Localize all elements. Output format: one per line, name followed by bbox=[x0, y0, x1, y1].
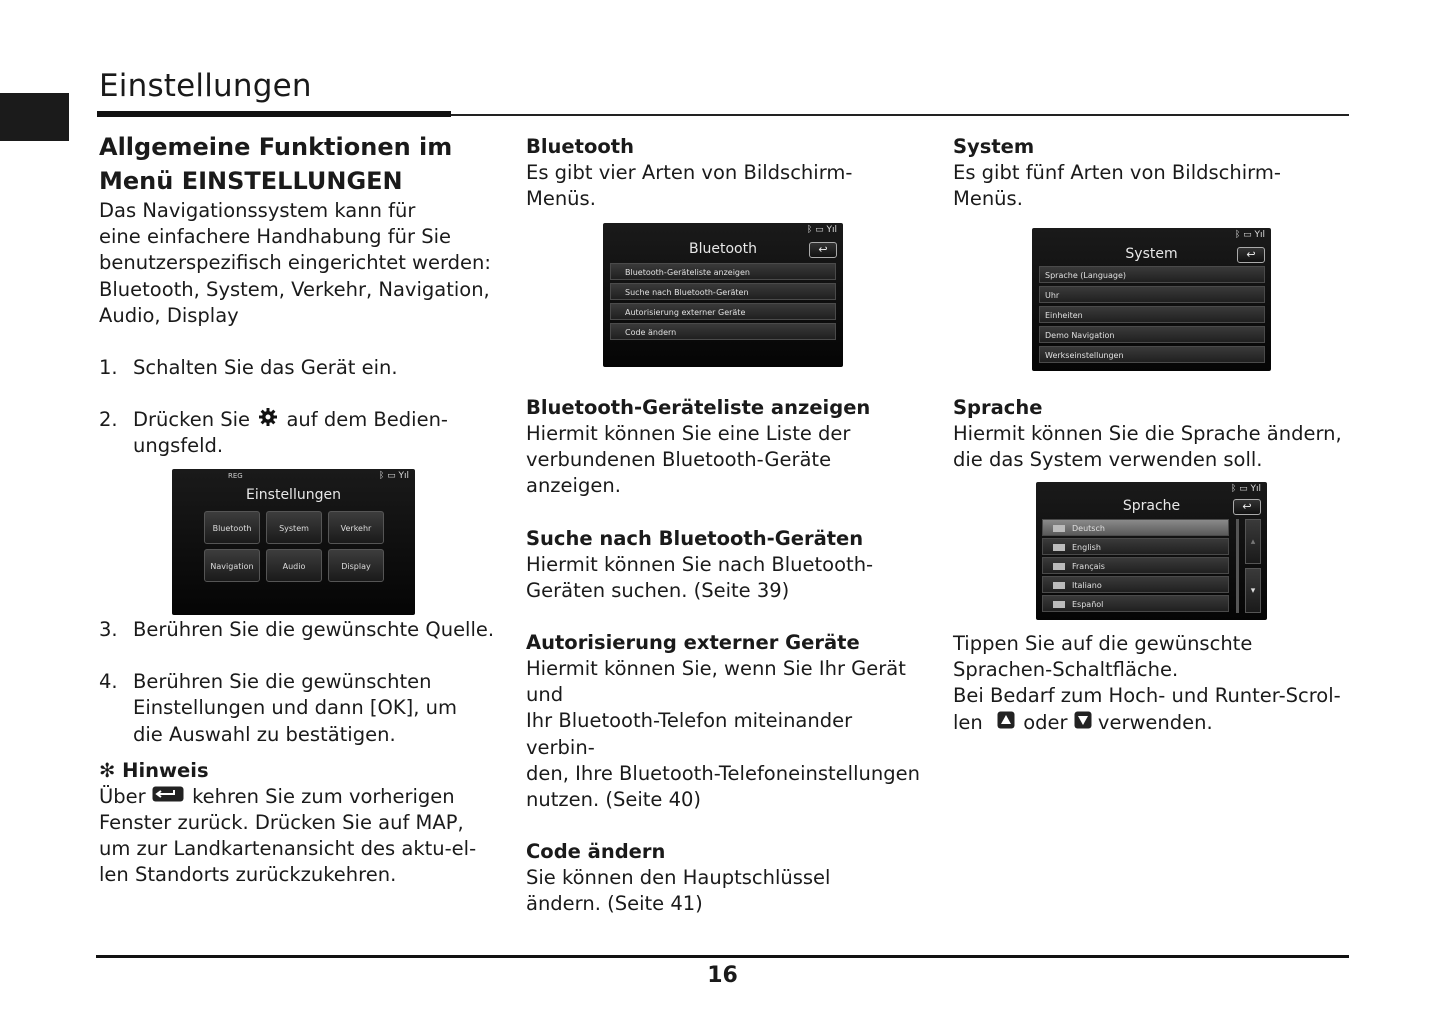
bluetooth-heading: Bluetooth bbox=[526, 135, 634, 158]
subsection-text: Hiermit können Sie nach Bluetooth- Geräten suchen. (Seite 39) bbox=[526, 552, 874, 602]
display-button[interactable]: Display bbox=[328, 549, 384, 582]
note-title: ✻ Hinweis bbox=[99, 758, 209, 782]
system-button[interactable]: System bbox=[266, 511, 322, 544]
menu-item[interactable]: Code ändern bbox=[610, 323, 836, 340]
back-button[interactable]: ↩ bbox=[809, 242, 837, 258]
subsection-title: Suche nach Bluetooth-Geräten bbox=[526, 526, 864, 550]
screen-title: Sprache bbox=[1122, 498, 1181, 514]
scroll-down-button[interactable]: ▾ bbox=[1245, 568, 1261, 613]
menu-item[interactable]: Autorisierung externer Geräte bbox=[610, 303, 836, 320]
back-icon bbox=[152, 786, 184, 802]
status-icons: ᛒ ▭ Yıl bbox=[378, 471, 409, 481]
subsection-text: Hiermit können Sie, wenn Sie Ihr Gerät und Ihr Bluetooth-Telefon miteinander verbin- den, Ihre Bluetooth-Telefoneinstellungen nutzen. (Seite 40) bbox=[526, 657, 920, 812]
column-left bbox=[99, 130, 499, 460]
menu-item[interactable]: Einheiten bbox=[1039, 306, 1265, 323]
status-icons: ᛒ ▭ Yıl bbox=[1230, 484, 1261, 494]
subsection-text: Hiermit können Sie eine Liste der verbundenen Bluetooth-Geräte anzeigen. bbox=[526, 422, 851, 498]
language-item-selected[interactable]: Deutsch bbox=[1042, 519, 1229, 536]
menu-item[interactable]: Bluetooth-Geräteliste anzeigen bbox=[610, 263, 836, 280]
section-heading: Allgemeine Funktionen im Menü EINSTELLUNGEN bbox=[99, 133, 453, 195]
note-text: Über kehren Sie zum vorherigen Fenster zurück. Drücken Sie auf MAP, um zur Landkartenansicht des aktu-el- len Standorts zurückzukehren. bbox=[99, 784, 477, 887]
subsection-title: Autorisierung externer Geräte bbox=[526, 631, 860, 655]
column-middle-sections bbox=[526, 395, 926, 918]
sprache-screen bbox=[1036, 482, 1267, 620]
flag-icon bbox=[1053, 582, 1065, 589]
menu-item[interactable]: Uhr bbox=[1039, 286, 1265, 303]
column-right bbox=[953, 134, 1353, 212]
flag-icon bbox=[1053, 525, 1065, 532]
bluetooth-button[interactable]: Bluetooth bbox=[204, 511, 260, 544]
menu-item[interactable]: Suche nach Bluetooth-Geräten bbox=[610, 283, 836, 300]
gear-icon bbox=[258, 407, 278, 427]
scrollbar[interactable] bbox=[1236, 519, 1239, 613]
language-item[interactable]: English bbox=[1042, 538, 1229, 555]
screen-title: Bluetooth bbox=[689, 241, 757, 257]
chapter-tab bbox=[0, 93, 69, 141]
page-title: Einstellungen bbox=[99, 68, 312, 104]
scroll-down-icon bbox=[1074, 711, 1092, 729]
step-3: 3. Berühren Sie die gewünschte Quelle. bbox=[99, 618, 495, 641]
header-rule-accent bbox=[97, 111, 451, 117]
step-2: 2. Drücken Sie auf dem Bedien- ungsfeld. bbox=[99, 408, 448, 458]
reg-label: REG bbox=[228, 472, 243, 480]
column-left-lower bbox=[99, 617, 499, 889]
back-button[interactable]: ↩ bbox=[1233, 499, 1261, 515]
intro-text: Das Navigationssystem kann für eine einfachere Handhabung für Sie benutzerspezifisch eingerichtet werden: Bluetooth, System, Verkehr, Navigation, Audio, Display bbox=[99, 199, 491, 327]
footer-rule bbox=[96, 955, 1349, 958]
subsection-title: Bluetooth-Geräteliste anzeigen bbox=[526, 396, 871, 419]
bluetooth-intro: Es gibt vier Arten von Bildschirm- Menüs. bbox=[526, 161, 853, 211]
subsection-text: Sie können den Hauptschlüssel ändern. (Seite 41) bbox=[526, 866, 831, 916]
language-item[interactable]: Italiano bbox=[1042, 576, 1229, 593]
scroll-up-icon bbox=[997, 711, 1015, 729]
sprache-heading: Sprache bbox=[953, 396, 1043, 419]
instructions-text: Tippen Sie auf die gewünschte Sprachen-Schaltfläche. Bei Bedarf zum Hoch- und Runter-Scrol- len oder verwenden. bbox=[953, 632, 1341, 734]
back-button[interactable]: ↩ bbox=[1237, 247, 1265, 263]
screen-title: System bbox=[1125, 246, 1178, 262]
status-icons: ᛒ ▭ Yıl bbox=[1234, 230, 1265, 240]
subsection-title: Code ändern bbox=[526, 840, 666, 864]
flag-icon bbox=[1053, 563, 1065, 570]
header-rule bbox=[450, 114, 1349, 116]
status-icons: ᛒ ▭ Yıl bbox=[806, 225, 837, 235]
verkehr-button[interactable]: Verkehr bbox=[328, 511, 384, 544]
sprache-instructions bbox=[953, 631, 1353, 736]
sprache-text: Hiermit können Sie die Sprache ändern, die das System verwenden soll. bbox=[953, 422, 1342, 472]
column-middle bbox=[526, 134, 926, 212]
screen-title: Einstellungen bbox=[246, 487, 341, 503]
page-number: 16 bbox=[707, 963, 738, 988]
system-screen bbox=[1032, 228, 1271, 371]
audio-button[interactable]: Audio bbox=[266, 549, 322, 582]
scroll-up-button[interactable]: ▴ bbox=[1245, 519, 1261, 564]
flag-icon bbox=[1053, 544, 1065, 551]
step-1: 1. Schalten Sie das Gerät ein. bbox=[99, 356, 398, 380]
step-4: 4. Berühren Sie die gewünschten Einstellungen und dann [OK], um die Auswahl zu bestätigen. bbox=[99, 670, 458, 746]
settings-screen bbox=[172, 469, 415, 615]
system-heading: System bbox=[953, 135, 1035, 158]
menu-item[interactable]: Werkseinstellungen bbox=[1039, 346, 1265, 363]
menu-item[interactable]: Demo Navigation bbox=[1039, 326, 1265, 343]
bluetooth-screen bbox=[603, 223, 843, 367]
sprache-section bbox=[953, 395, 1353, 473]
navigation-button[interactable]: Navigation bbox=[204, 549, 260, 582]
language-item[interactable]: Español bbox=[1042, 595, 1229, 612]
flag-icon bbox=[1053, 601, 1065, 608]
menu-item[interactable]: Sprache (Language) bbox=[1039, 266, 1265, 283]
system-intro: Es gibt fünf Arten von Bildschirm- Menüs. bbox=[953, 161, 1281, 211]
language-item[interactable]: Français bbox=[1042, 557, 1229, 574]
